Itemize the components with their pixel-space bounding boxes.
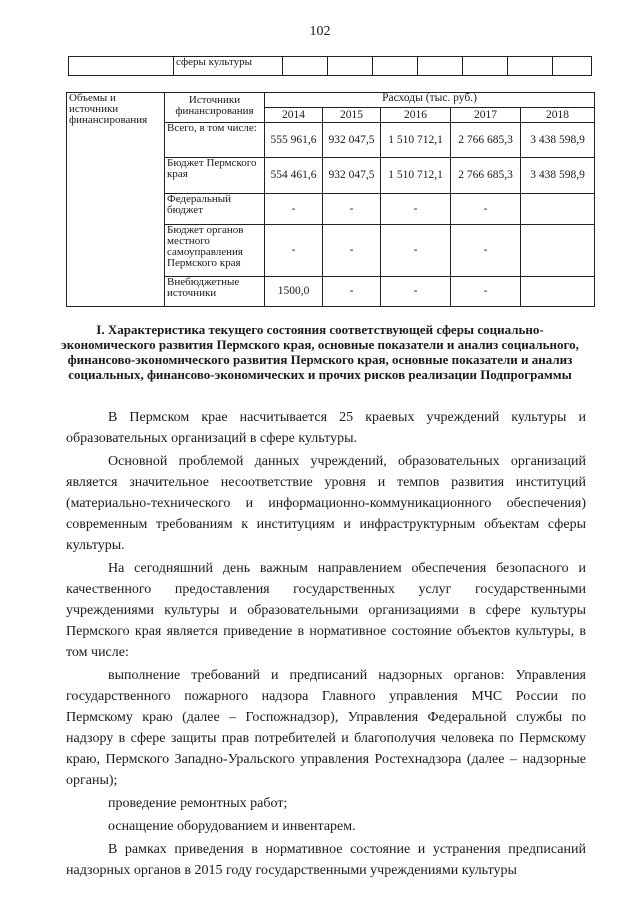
header-sources: Источники финансирования bbox=[165, 93, 265, 123]
row-value: 1500,0 bbox=[265, 277, 323, 307]
fragment-cell-empty bbox=[418, 57, 463, 76]
row-value: 1 510 712,1 bbox=[381, 158, 451, 194]
row-source: Федеральный бюджет bbox=[165, 194, 265, 225]
list-item: оснащение оборудованием и инвентарем. bbox=[108, 819, 356, 834]
list-item: проведение ремонтных работ; bbox=[108, 796, 288, 811]
year-header: 2015 bbox=[323, 108, 381, 123]
fragment-table bbox=[68, 56, 592, 76]
header-expenses: Расходы (тыс. руб.) bbox=[265, 93, 595, 108]
fragment-cell-empty bbox=[69, 57, 174, 76]
row-value: - bbox=[451, 194, 521, 225]
row-value: - bbox=[381, 277, 451, 307]
row-value: 2 766 685,3 bbox=[451, 158, 521, 194]
row-value: 932 047,5 bbox=[323, 123, 381, 158]
financing-table bbox=[66, 92, 595, 307]
row-value: - bbox=[265, 225, 323, 277]
year-header: 2014 bbox=[265, 108, 323, 123]
row-value: 932 047,5 bbox=[323, 158, 381, 194]
paragraph: выполнение требований и предписаний надзорных органов: Управления государственного пожарного надзора Главного управления МЧС России по Пермскому краю (далее – Госпожнадзор), Управления Федеральной службы по надзору в сфере защиты прав потребителей и благополучия человека по Пермскому краю, Пермского Западно-Уральского управления Ростехнадзора (далее – надзорные органы); bbox=[66, 668, 586, 788]
row-value: - bbox=[323, 277, 381, 307]
row-value bbox=[521, 277, 595, 307]
header-volumes: Объемы и источники финансирования bbox=[67, 93, 165, 307]
fragment-cell-text: сферы культуры bbox=[174, 57, 283, 76]
row-source: Бюджет Пермского края bbox=[165, 158, 265, 194]
row-value: 555 961,6 bbox=[265, 123, 323, 158]
row-source: Внебюджетные источники bbox=[165, 277, 265, 307]
paragraph: Основной проблемой данных учреждений, образовательных организаций является значительное несоответствие уровня и темпов развития институций (материально-технического и информационно-коммуникационного обеспечения) современным требованиям к институциям и инфраструктурным объектам сферы культуры. bbox=[66, 454, 586, 553]
row-value: - bbox=[451, 277, 521, 307]
row-value: - bbox=[381, 225, 451, 277]
row-value: - bbox=[265, 194, 323, 225]
row-value bbox=[521, 225, 595, 277]
row-source: Всего, в том числе: bbox=[165, 123, 265, 158]
row-value: - bbox=[323, 225, 381, 277]
fragment-cell-empty bbox=[328, 57, 373, 76]
fragment-cell-empty bbox=[283, 57, 328, 76]
row-value: 2 766 685,3 bbox=[451, 123, 521, 158]
row-value bbox=[521, 194, 595, 225]
paragraph: В рамках приведения в нормативное состояние и устранения предписаний надзорных органов в 2015 году государственными учреждениями культуры bbox=[66, 842, 586, 878]
row-value: 3 438 598,9 bbox=[521, 158, 595, 194]
paragraph: В Пермском крае насчитывается 25 краевых учреждений культуры и образовательных организаций в сфере культуры. bbox=[66, 410, 586, 446]
year-header: 2017 bbox=[451, 108, 521, 123]
row-value: - bbox=[451, 225, 521, 277]
row-source: Бюджет органов местного самоуправления Пермского края bbox=[165, 225, 265, 277]
page-number: 102 bbox=[309, 24, 331, 39]
fragment-cell-empty bbox=[373, 57, 418, 76]
year-header: 2018 bbox=[521, 108, 595, 123]
year-header: 2016 bbox=[381, 108, 451, 123]
section-title: I. Характеристика текущего состояния соответствующей сферы социально-экономического развития Пермского края, основные показатели и анализ социального, финансово-экономического развития Пермского края, основные показатели и анализ социальных, финансово-экономических и прочих рисков реализации Подпрограммы bbox=[61, 322, 579, 382]
fragment-cell-empty bbox=[553, 57, 592, 76]
row-value: - bbox=[381, 194, 451, 225]
row-value: 1 510 712,1 bbox=[381, 123, 451, 158]
fragment-cell-empty bbox=[508, 57, 553, 76]
row-value: 3 438 598,9 bbox=[521, 123, 595, 158]
fragment-cell-empty bbox=[463, 57, 508, 76]
row-value: 554 461,6 bbox=[265, 158, 323, 194]
row-value: - bbox=[323, 194, 381, 225]
paragraph: На сегодняшний день важным направлением обеспечения безопасного и качественного предоставления государственных услуг государственными учреждениями культуры и образовательными организациями в сфере культуры Пермского края является приведение в нормативное состояние объектов культуры, в том числе: bbox=[66, 561, 586, 660]
body-text bbox=[66, 407, 586, 881]
